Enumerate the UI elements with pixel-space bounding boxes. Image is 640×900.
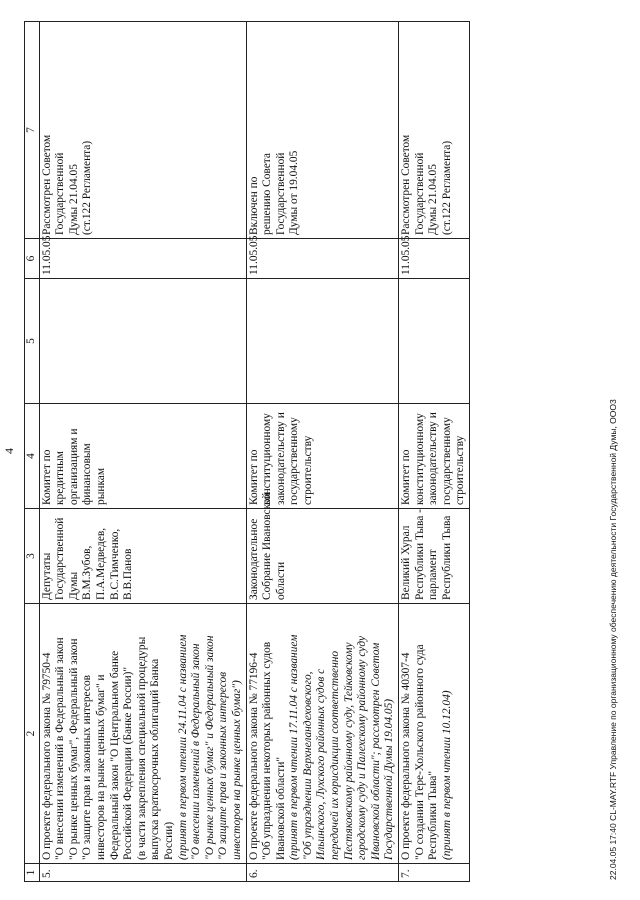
text-line: "О рынке ценных бумаг", Федеральный закон: [67, 638, 80, 860]
text-line: "О внесении изменений в Федеральный закон: [54, 637, 67, 860]
text-line: (ст.122 Регламента): [440, 140, 453, 235]
text-line: "О внесении изменений в Федеральный закон: [190, 643, 203, 860]
text-line: Ильинского, Лухского районных судов с: [315, 668, 328, 860]
text-line: (принят в первом чтении 17.11.04 с названием: [288, 634, 301, 860]
table-body: [39, 22, 469, 882]
text-line: строительству: [454, 435, 467, 505]
text-line: Комитет по: [40, 449, 53, 505]
text-line: России): [162, 821, 175, 860]
text-line: Федеральный закон "О Центральном банке: [108, 650, 121, 860]
page-number: 4: [2, 448, 16, 454]
col5-cell: [39, 279, 246, 404]
text-line: городскому суду и Палехскому районному суду: [356, 635, 369, 860]
text-line: строительству: [301, 435, 314, 505]
text-line: Государственной: [274, 152, 287, 235]
text-line: решению Совета: [261, 153, 274, 235]
text-line: организациям и: [67, 428, 80, 505]
status-note: [399, 22, 470, 239]
text-line: кредитным: [54, 451, 67, 505]
text-line: Ивановской области"; рассмотрен Советом: [369, 642, 382, 860]
text-line: Законодательное: [247, 518, 260, 600]
text-line: Думы 21.04.05: [67, 164, 80, 235]
text-line: В.М.Зубов,: [81, 545, 94, 600]
bill-title: [39, 604, 246, 864]
text-line: П.А.Медведев,: [94, 527, 107, 600]
bill-author: [39, 509, 246, 604]
text-line: Республики Тыва -: [413, 509, 426, 600]
header-col-2: 2: [25, 604, 40, 864]
col5-cell: [399, 279, 470, 404]
table-row: [39, 22, 246, 882]
text-line: В.В.Панов: [122, 548, 135, 600]
text-line: (принят в первом чтении 24.11.04 с названием: [176, 634, 189, 860]
footer-note: 22.04.05 17:40 CL-MAY.RTF Управление по организационному обеспечению деятельности Государственной Думы, ООО3: [608, 399, 618, 880]
row-number: 7.: [399, 864, 470, 882]
header-col-4: 4: [25, 404, 40, 509]
text-line: Комитет по: [400, 449, 413, 505]
text-line: Депутаты: [40, 552, 53, 600]
row-number: 6.: [246, 864, 399, 882]
row-number: 5.: [39, 864, 246, 882]
text-line: Думы: [67, 571, 80, 600]
text-line: парламент: [427, 549, 440, 600]
bill-title: [246, 604, 399, 864]
col5-cell: [246, 279, 399, 404]
text-line: "О создании Тере-Хольского районного суда: [413, 644, 426, 860]
text-line: В.С.Тимченко,: [108, 528, 121, 600]
text-line: финансовым: [81, 443, 94, 505]
status-note: [39, 22, 246, 239]
bill-author: [246, 492, 399, 604]
responsible-committee: [399, 404, 470, 509]
header-col-3: 3: [25, 509, 40, 604]
text-line: инвесторов на рынке ценных бумаг" и: [94, 674, 107, 860]
text-line: конституционному: [261, 413, 274, 505]
text-line: Рассмотрен Советом: [40, 134, 53, 235]
header-col-1: 1: [25, 864, 40, 882]
text-line: О проекте федерального закона № 79750-4: [40, 652, 53, 860]
responsible-committee: [246, 404, 399, 509]
text-line: Государственной: [413, 152, 426, 235]
text-line: области: [274, 561, 287, 600]
text-line: Государственной: [54, 517, 67, 600]
text-line: законодательству и: [274, 412, 287, 505]
review-date: 11.05.05: [39, 239, 246, 279]
header-col-5: 5: [25, 279, 40, 404]
bill-title: [399, 604, 470, 864]
text-line: Республики Тыва: [440, 515, 453, 600]
text-line: "О защите прав и законных интересов: [81, 674, 94, 860]
text-line: О проекте федерального закона № 40307-4: [400, 652, 413, 860]
text-line: Пестяковскому районному суду, Тейковскому: [342, 642, 355, 860]
text-line: инвесторов на рынке ценных бумаг"): [230, 680, 243, 860]
text-line: "О рынке ценных бумаг" и Федеральный закон: [203, 635, 216, 860]
text-line: Великий Хурал: [400, 525, 413, 600]
text-line: Думы 21.04.05: [427, 164, 440, 235]
responsible-committee: [39, 404, 246, 509]
text-line: Государственной Думы 19.04.05): [383, 698, 396, 860]
status-note: [246, 22, 399, 239]
table-row: [246, 22, 399, 882]
text-line: (в части закрепления специальной процедуры: [135, 636, 148, 860]
header-col-7: 7: [25, 22, 40, 239]
text-line: выпуска краткосрочных облигаций Банка: [149, 658, 162, 860]
agenda-table: [24, 21, 470, 882]
text-line: рынкам: [94, 467, 107, 505]
table-row: [399, 22, 470, 882]
text-line: законодательству и: [427, 412, 440, 505]
text-line: (принят в первом чтении 10.12.04): [440, 690, 453, 860]
bill-author: [399, 509, 470, 604]
text-line: "Об упразднении некоторых районных судов: [261, 641, 274, 860]
text-line: передачей их юрисдикции соответственно: [329, 650, 342, 860]
text-line: "О защите прав и законных интересов: [217, 671, 230, 860]
text-line: Ивановской области": [274, 757, 287, 860]
text-line: Собрание Ивановской: [261, 492, 274, 600]
header-row: [25, 22, 40, 882]
text-line: государственному: [288, 417, 301, 505]
text-line: Рассмотрен Советом: [400, 134, 413, 235]
review-date: 11.05.05: [246, 239, 399, 279]
text-line: Включен по: [247, 176, 260, 235]
text-line: Комитет по: [247, 449, 260, 505]
text-line: О проекте федерального закона № 77196-4: [247, 652, 260, 860]
text-line: конституционному: [413, 413, 426, 505]
text-line: Республики Тыва": [427, 771, 440, 860]
review-date: 11.05.05: [399, 239, 470, 279]
text-line: (ст.122 Регламента): [81, 140, 94, 235]
text-line: Российской Федерации (Банке России)": [122, 666, 135, 860]
text-line: Думы от 19.04.05: [288, 150, 301, 235]
text-line: "Об упразднении Верхнеландеховского,: [301, 671, 314, 860]
header-col-6: 6: [25, 239, 40, 279]
text-line: Государственной: [54, 152, 67, 235]
text-line: государственному: [440, 417, 453, 505]
